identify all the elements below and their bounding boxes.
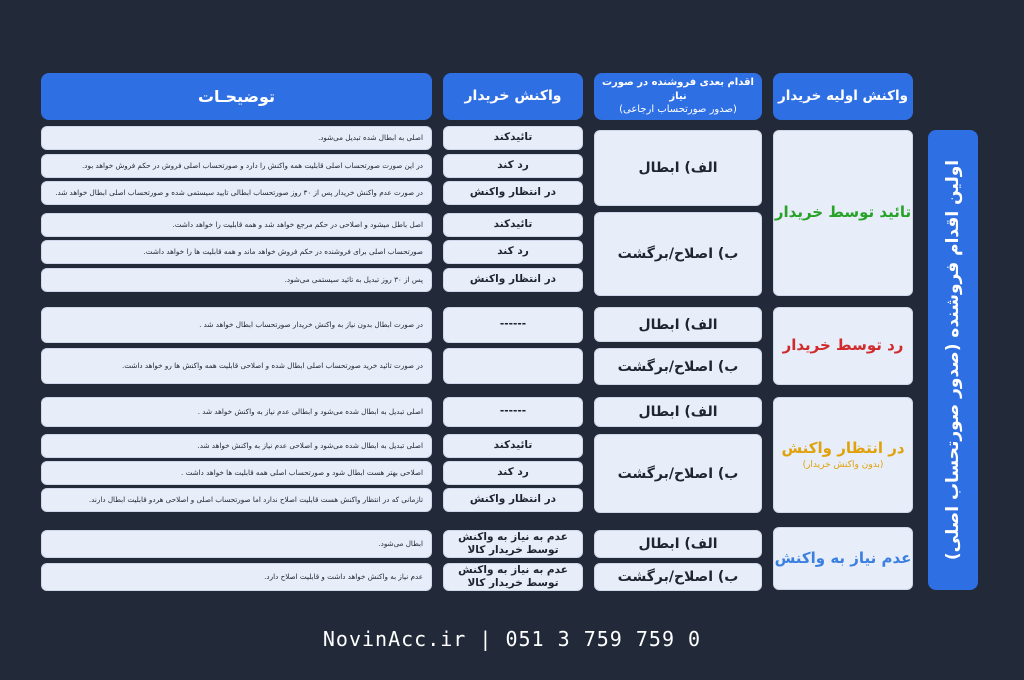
reaction-cell: تائیدکند bbox=[443, 434, 583, 458]
header-seller-action-line1: اقدام بعدی فروشنده در صورت نیاز bbox=[602, 77, 754, 102]
initial-approved-label: تائید توسط خریدار bbox=[774, 203, 912, 222]
reaction-cell bbox=[443, 563, 583, 591]
initial-pending bbox=[773, 397, 913, 513]
action-cancel: الف) ابطال bbox=[594, 307, 762, 342]
initial-approved bbox=[773, 130, 913, 296]
header-seller-action-line2: (صدور صورتحساب ارجاعی) bbox=[619, 104, 737, 116]
description-cell: اصل باطل میشود و اصلاحی در حکم مرجع خواهد شد و همه قابلیت را خواهد داشت. bbox=[41, 213, 432, 237]
side-title: اولین اقدام فروشنده (صدور صورتحساب اصلی) bbox=[943, 159, 963, 561]
initial-pending-label: در انتظار واکنش bbox=[781, 438, 905, 457]
action-fix-return: ب) اصلاح/برگشت bbox=[594, 212, 762, 296]
reaction-cell bbox=[443, 530, 583, 558]
description-cell: در صورت تائید خرید صورتحساب اصلی ابطال شده و اصلاحی قابلیت همه واکنش ها رو خواهد داشت. bbox=[41, 348, 432, 384]
description-cell: عدم نیاز به واکنش خواهد داشت و قابلیت اصلاح دارد. bbox=[41, 563, 432, 591]
header-descriptions: توضیحـات bbox=[41, 73, 432, 120]
reaction-line2: توسط خریدار کالا bbox=[467, 577, 559, 589]
description-cell: در این صورت صورتحساب اصلی قابلیت همه واکنش را دارد و صورتحساب اصلی فروش در حکم فروش خواهد بود. bbox=[41, 154, 432, 178]
description-cell: اصلی به ابطال شده تبدیل می‌شود. bbox=[41, 126, 432, 150]
reaction-cell: تائیدکند bbox=[443, 213, 583, 237]
description-cell: ابطال می‌شود. bbox=[41, 530, 432, 558]
action-fix-return: ب) اصلاح/برگشت bbox=[594, 434, 762, 513]
reaction-cell: تائیدکند bbox=[443, 126, 583, 150]
reaction-line1: عدم به نیاز به واکنش bbox=[458, 563, 568, 576]
initial-pending-sublabel: (بدون واکنش خریدار) bbox=[802, 460, 884, 471]
header-seller-action bbox=[594, 73, 762, 120]
initial-no-response-needed bbox=[773, 527, 913, 590]
reaction-cell: در انتظار واکنش bbox=[443, 268, 583, 292]
reaction-cell: ------ bbox=[443, 397, 583, 427]
action-cancel: الف) ابطال bbox=[594, 397, 762, 427]
reaction-line1: عدم به نیاز به واکنش bbox=[458, 530, 568, 543]
description-cell: اصلی تبدیل به ابطال شده می‌شود و ابطالی عدم نیاز به واکنش خواهد شد . bbox=[41, 397, 432, 427]
description-cell: صورتحساب اصلی برای فروشنده در حکم فروش خواهد ماند و همه قابلیت ها را خواهد داشت. bbox=[41, 240, 432, 264]
description-cell: پس از ۳۰ روز تبدیل به تائید سیستمی می‌شود. bbox=[41, 268, 432, 292]
action-fix-return: ب) اصلاح/برگشت bbox=[594, 348, 762, 385]
action-fix-return: ب) اصلاح/برگشت bbox=[594, 563, 762, 591]
reaction-line2: توسط خریدار کالا bbox=[467, 544, 559, 556]
header-buyer-response: واکنش خریدار bbox=[443, 73, 583, 120]
header-first-response: واکنش اولیه خریدار bbox=[773, 73, 913, 120]
initial-rejected-label: رد توسط خریدار bbox=[782, 336, 904, 355]
description-cell: اصلاحی بهتر هست ابطال شود و صورتحساب اصلی همه قابلیت ها خواهد داشت . bbox=[41, 461, 432, 485]
reaction-cell: رد کند bbox=[443, 154, 583, 178]
side-title-bar bbox=[928, 130, 978, 590]
reaction-cell: رد کند bbox=[443, 461, 583, 485]
initial-no-response-label: عدم نیاز به واکنش bbox=[774, 548, 912, 567]
reaction-cell: در انتظار واکنش bbox=[443, 181, 583, 205]
description-cell: در صورت ابطال بدون نیاز به واکنش خریدار صورتحساب ابطال خواهد شد . bbox=[41, 307, 432, 343]
action-cancel: الف) ابطال bbox=[594, 530, 762, 558]
reaction-cell: ------ bbox=[443, 307, 583, 343]
reaction-cell-empty bbox=[443, 348, 583, 384]
reaction-cell: در انتظار واکنش bbox=[443, 488, 583, 512]
description-cell: تازمانی که در انتظار واکنش هست قابلیت اصلاح ندارد اما صورتحساب اصلی و اصلاحی هردو قابلیت ابطال دارند. bbox=[41, 488, 432, 512]
description-cell: اصلی تبدیل به ابطال شده می‌شود و اصلاحی عدم نیاز به واکنش خواهد شد. bbox=[41, 434, 432, 458]
action-cancel: الف) ابطال bbox=[594, 130, 762, 206]
description-cell: در صورت عدم واکنش خریدار پس از ۳۰ روز صورتحساب ابطالی تایید سیستمی شده و صورتحساب اصلی ابطال خواهد شد. bbox=[41, 181, 432, 205]
footer-contact: NovinAcc.ir | 051 3 759 759 0 bbox=[322, 627, 702, 651]
initial-rejected bbox=[773, 307, 913, 385]
reaction-cell: رد کند bbox=[443, 240, 583, 264]
